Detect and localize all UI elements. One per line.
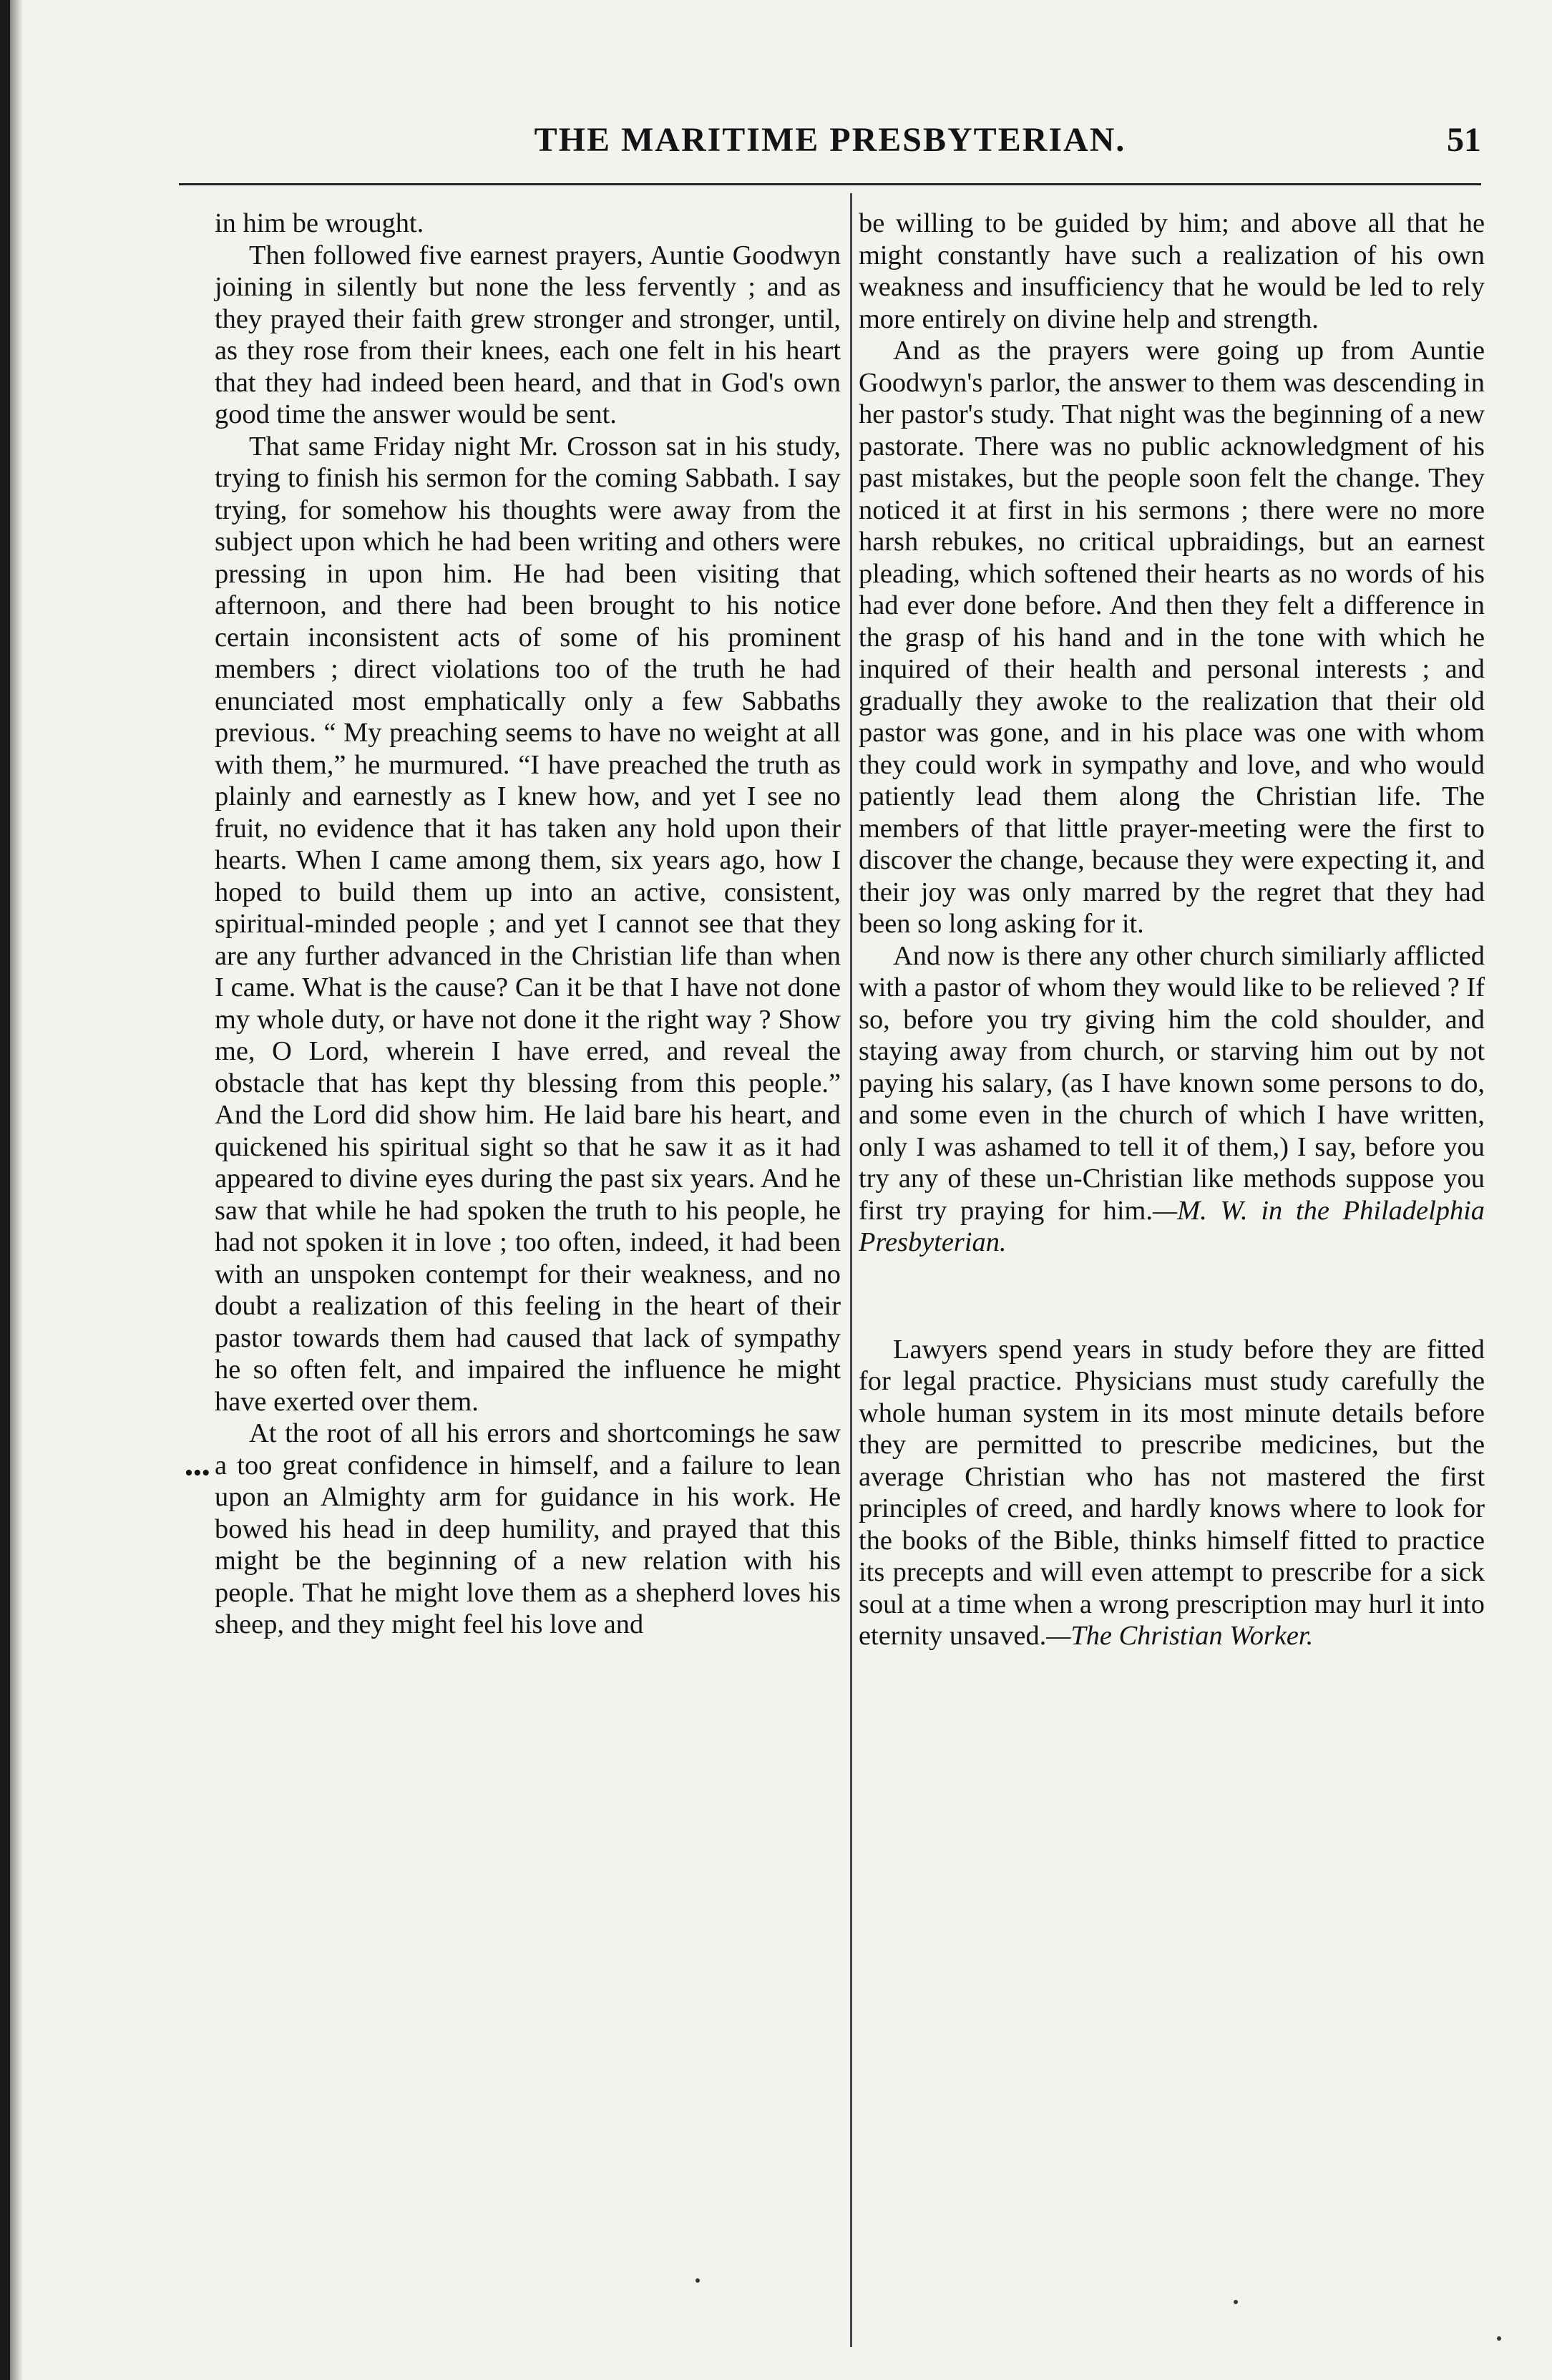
right-paragraph-text: Lawyers spend years in study before they are fitted for legal practice. Physicians must study carefully the whole human system in its most minute details before they are permitted to prescribe medicines, but the average Christian who has not mastered the first principles of creed, and hardly knows where to look for the books of the Bible, thinks himself fitted to practice its precepts and will even attempt to prescribe for a sick soul at a time when a wrong prescription may hurl it into eternity unsaved.: [859, 1334, 1485, 1651]
running-header: [179, 120, 1481, 185]
page-binding-shadow: [10, 0, 23, 2380]
article-attribution: —M. W. in the Philadelphia Presbyterian.: [859, 1195, 1485, 1257]
header-title: THE MARITIME PRESBYTERIAN.: [534, 121, 1126, 159]
page-number: 51: [1447, 121, 1481, 159]
left-paragraph: in him be wrought.: [215, 208, 424, 238]
section-gap: [859, 1259, 1485, 1334]
left-paragraph: Then followed five earnest prayers, Auntie Goodwyn joining in silently but none the less fervently ; and as they prayed their faith grew stronger and stronger, until, as they rose from their knees, each one felt in his heart that they had indeed been heard, and that in God's own good time the answer would be sent.: [215, 240, 841, 429]
column-divider: [850, 193, 852, 2347]
right-paragraph: be willing to be guided by him; and above all that he might constantly have such a realization of his own weakness and insufficiency that he would be led to rely more entirely on divine help and strength.: [859, 208, 1485, 334]
left-column: [215, 208, 841, 1641]
print-speck: [1234, 2300, 1238, 2304]
left-paragraph: That same Friday night Mr. Crosson sat in his study, trying to finish his sermon for the coming Sabbath. I say trying, for somehow his thoughts were away from the subject upon which he had been writing and others were pressing in upon him. He had been visiting that afternoon, and there had been brought to his notice certain inconsistent acts of some of his prominent members ; direct violations too of the truth he had enunciated most emphatically only a few Sabbaths previous. “ My preaching seems to have no weight at all with them,” he murmured. “I have preached the truth as plainly and earnestly as I knew how, and yet I see no fruit, no evidence that it has taken any hold upon their hearts. When I came among them, six years ago, how I hoped to build them up into an active, consistent, spiritual-minded people ; and yet I cannot see that they are any further advanced in the Christian life than when I came. What is the cause? Can it be that I have not done my whole duty, or have not done it the right way ? Show me, O Lord, wherein I have erred, and reveal the obstacle that has kept thy blessing from this people.” And the Lord did show him. He laid bare his heart, and quickened his spiritual sight so that he saw it as it had appeared to divine eyes during the past six years. And he saw that while he had spoken the truth to his people, he had not spoken it in love ; too often, indeed, it had been with an unspoken contempt for their weakness, and no doubt a realization of this feeling in the heart of their pastor towards them had caused that lack of sympathy he so often felt, and impaired the influence he might have exerted over them.: [215, 431, 841, 1417]
right-column: [859, 208, 1485, 1652]
article-attribution: —The Christian Worker.: [1046, 1621, 1314, 1651]
print-speck: [1497, 2336, 1501, 2341]
print-speck: [696, 2278, 700, 2283]
left-paragraph: At the root of all his errors and shortcomings he saw a too great confidence in himself, and a failure to lean upon an Almighty arm for guidance in his work. He bowed his head in deep humility, and prayed that this might be the beginning of a new relation with his people. That he might love them as a shepherd loves his sheep, and they might feel his love and: [215, 1418, 841, 1639]
margin-mark: •••: [185, 1460, 210, 1486]
right-paragraph-text: And now is there any other church similiarly afflicted with a pastor of whom they would like to be relieved ? If so, before you try giving him the cold shoulder, and staying away from church, or starving him out by not paying his salary, (as I have known some persons to do, and some even in the church of which I have written, only I was ashamed to tell it of them,) I say, before you try any of these un-Christian like methods suppose you first try praying for him.: [859, 940, 1485, 1226]
right-paragraph: [859, 940, 1485, 1259]
right-paragraph: And as the prayers were going up from Auntie Goodwyn's parlor, the answer to them was descending in her pastor's study. That night was the beginning of a new pastorate. There was no public acknowledgment of his past mistakes, but the people soon felt the change. They noticed it at first in his sermons ; there were no more harsh rebukes, no critical upbraidings, but an earnest pleading, which softened their hearts as no words of his had ever done before. And then they felt a difference in the grasp of his hand and in the tone with which he inquired of their health and personal interests ; and gradually they awoke to the realization that their old pastor was gone, and in his place was one with whom they could work in sympathy and love, and who would patiently lead them along the Christian life. The members of that little prayer-meeting were the first to discover the change, because they were expecting it, and their joy was only marred by the regret that they had been so long asking for it.: [859, 336, 1485, 939]
right-paragraph: [859, 1334, 1485, 1652]
page-binding-edge: [0, 0, 10, 2380]
header-rule: [179, 183, 1481, 185]
